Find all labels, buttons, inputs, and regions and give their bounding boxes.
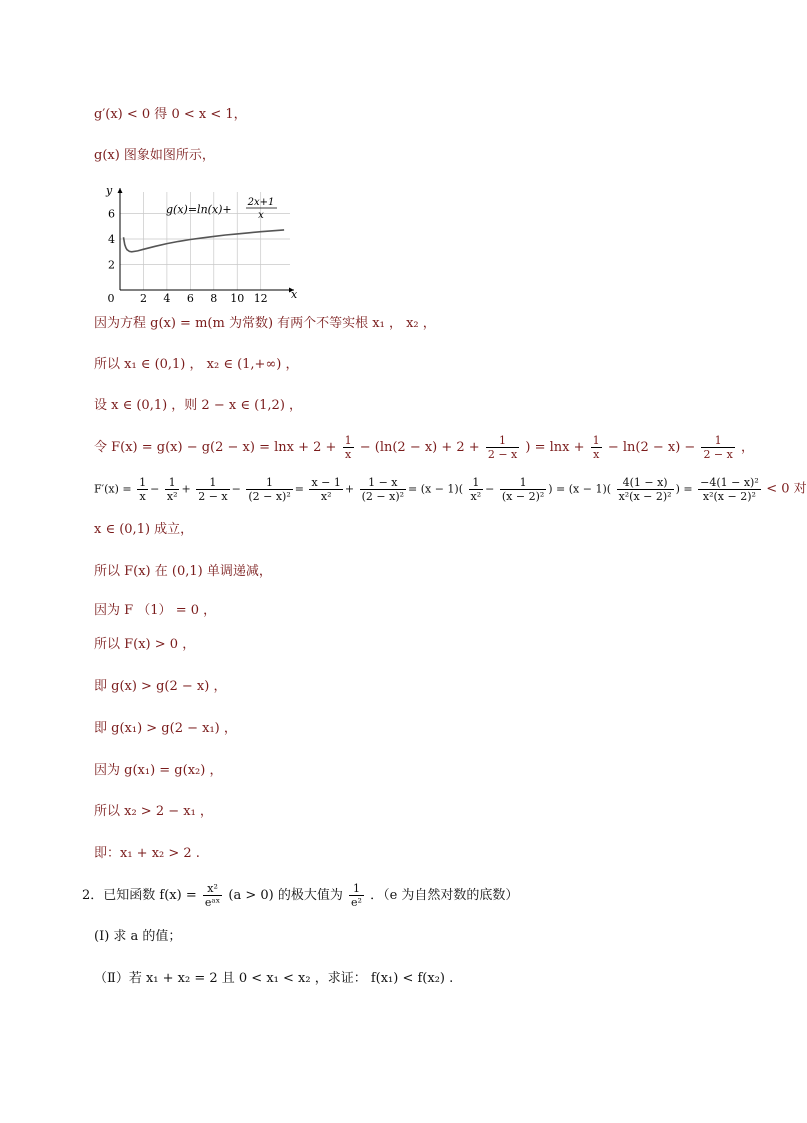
- x-tick-label: 0: [107, 292, 115, 305]
- y-tick-label: 2: [108, 258, 115, 272]
- question-2-part-2: （Ⅱ）若 x₁ + x₂ = 2 且 0 < x₁ < x₂ ，求证： f(x₁) < f(x₂) .: [94, 971, 454, 986]
- frac: $\frac{1}{\text{x²}}$: [470, 476, 482, 503]
- series-line: [124, 230, 285, 252]
- line-10: 因为 F （1） = 0 ，: [94, 603, 217, 618]
- annotation-den: x: [258, 210, 264, 221]
- line-14: 因为 g(x₁) = g(x₂) ，: [94, 763, 223, 778]
- annotation-lhs: g(x)=ln(x)+: [166, 203, 232, 216]
- frac: $\frac{\text{−4(1 − x)²}}{\text{x²(x − 2)²}}$: [700, 476, 759, 503]
- line-7: F′(x) = $\frac{1}{x}$ − $\frac{1}{\text{x²}}$ + $\frac{1}{2 - x}$ − $\frac{1}{\text{(2 − x)²}}$ = $\frac{x - 1}{\text{x²}}$ + $\frac{1 - x}{\text{(2 − x)²}}$ = (x − 1)( $\frac{1}{\text{x²}}$ − $\frac{1}{\text{(x − 2)²}}$ ) = (x − 1)( $\frac{4(1 - x)}{\text{x²(x − 2)²}}$ ) = $\frac{\text{−4(1 − x)²}}{\text{x²(x − 2)²}}$ < 0 对: [94, 476, 807, 503]
- x-tick-label: 12: [253, 292, 268, 305]
- line-6: 令 F(x) = g(x) − g(2 − x) = lnx + 2 + $\frac{1}{x}$ − (ln(2 − x) + 2 + $\frac{1}{2 - x}$ ) = lnx + $\frac{1}{x}$ − ln(2 − x) − $\frac{1}{2 - x}$ ，: [94, 434, 755, 461]
- x-tick-label: 2: [139, 292, 147, 305]
- x-axis-label: x: [291, 288, 298, 301]
- frac: $\frac{1}{2 - x}$: [703, 434, 733, 461]
- frac: $\frac{1}{x}$: [139, 476, 147, 503]
- line-12: 即 g(x) > g(2 − x) ，: [94, 679, 227, 694]
- line-2: g(x) 图象如图所示，: [94, 148, 215, 163]
- line-11: 所以 F(x) > 0 ，: [94, 637, 196, 652]
- frac: $\frac{1}{2 - x}$: [198, 476, 228, 503]
- frac: $\frac{1}{2 - x}$: [487, 434, 518, 461]
- line-4: 所以 x₁ ∈ (0,1) ， x₂ ∈ (1,+∞) ，: [94, 357, 299, 372]
- y-axis-label: y: [106, 184, 113, 197]
- line-13: 即 g(x₁) > g(2 − x₁) ，: [94, 721, 237, 736]
- frac: $\frac{1}{x}$: [592, 434, 600, 461]
- line-15: 所以 x₂ > 2 − x₁ ，: [94, 804, 213, 819]
- frac: $\frac{1}{\text{x²}}$: [166, 476, 178, 503]
- frac: $\frac{1 - x}{\text{(2 − x)²}}$: [361, 476, 405, 503]
- x-tick-label: 8: [210, 292, 218, 305]
- line-1: g′(x) < 0 得 0 < x < 1，: [94, 107, 247, 122]
- annotation-num: 2x+1: [247, 197, 275, 208]
- frac: $\frac{\text{x²}}{\text{eᵃˣ}}$: [204, 882, 221, 909]
- frac: $\frac{1}{\text{(x − 2)²}}$: [501, 476, 545, 503]
- line-3: 因为方程 g(x) = m(m 为常数) 有两个不等实根 x₁ ， x₂ ，: [94, 316, 436, 331]
- frac: $\frac{x - 1}{\text{x²}}$: [311, 476, 341, 503]
- line-8: x ∈ (0,1) 成立，: [94, 522, 194, 537]
- y-tick-label: 4: [108, 233, 115, 246]
- frac: $\frac{1}{\text{(2 − x)²}}$: [248, 476, 291, 503]
- x-tick-label: 6: [186, 292, 194, 305]
- question-2: 2．已知函数 f(x) = $\frac{\text{x²}}{\text{eᵃˣ}}$ (a > 0) 的极大值为 $\frac{1}{\text{e²}}$ ．（e 为自然对数的底数）: [82, 882, 519, 909]
- line-16: 即：x₁ + x₂ > 2 .: [94, 846, 200, 861]
- frac: $\frac{1}{x}$: [344, 434, 352, 461]
- frac: $\frac{4(1 - x)}{\text{x²(x − 2)²}}$: [618, 476, 672, 503]
- line-9: 所以 F(x) 在 (0,1) 单调递减，: [94, 564, 272, 579]
- frac: $\frac{1}{\text{e²}}$: [351, 882, 362, 909]
- y-tick-label: 6: [108, 207, 115, 221]
- x-tick-label: 10: [230, 292, 245, 305]
- question-2-part-1: (Ⅰ) 求 a 的值；: [94, 929, 182, 944]
- x-tick-label: 4: [163, 292, 171, 305]
- y-axis-arrow: [118, 188, 123, 193]
- line-5: 设 x ∈ (0,1) ，则 2 − x ∈ (1,2) ，: [94, 398, 303, 413]
- graph-g: [90, 180, 300, 305]
